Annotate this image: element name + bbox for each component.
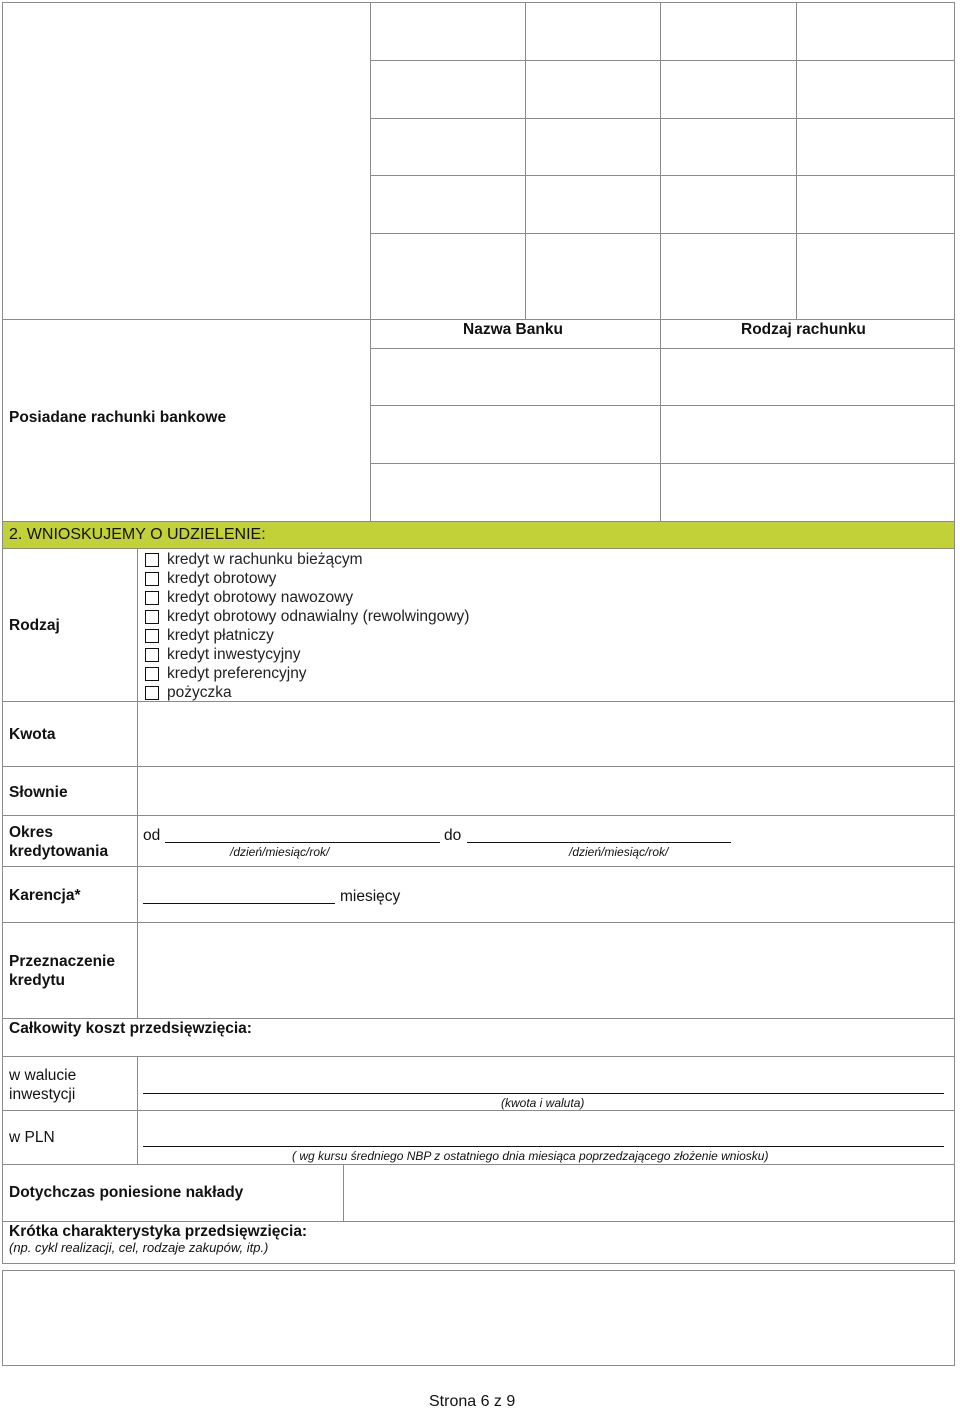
option-working-capital[interactable] — [145, 569, 276, 588]
kwota-field[interactable] — [138, 702, 954, 766]
charakterystyka-field[interactable] — [2, 1270, 955, 1366]
option-label: kredyt obrotowy nawozowy — [167, 588, 354, 606]
checkbox[interactable] — [145, 572, 159, 586]
top-table-divider — [796, 2, 797, 320]
top-table-row-line — [370, 233, 955, 234]
option-payment-credit[interactable] — [145, 626, 274, 645]
accounts-row-line — [370, 405, 955, 406]
option-label: kredyt obrotowy — [167, 569, 277, 587]
accounts-row-line — [370, 463, 955, 464]
row-line — [2, 1056, 955, 1057]
do-date-hint: /dzień/miesiąc/rok/ — [569, 845, 669, 859]
waluta-field[interactable] — [143, 1093, 944, 1094]
okres-label-line1: Okres — [9, 824, 53, 841]
karencja-field[interactable] — [143, 903, 335, 904]
rodzaj-label: Rodzaj — [9, 617, 60, 634]
miesiecy-label: miesięcy — [340, 888, 401, 905]
option-revolving-credit[interactable] — [145, 607, 469, 626]
top-table — [2, 2, 955, 320]
accounts-divider — [660, 319, 661, 522]
pln-hint: ( wg kursu średniego NBP z ostatniego dnia miesiąca poprzedzającego złożenie wniosku) — [292, 1149, 769, 1163]
kwota-label: Kwota — [9, 726, 56, 743]
przeznaczenie-label-line2: kredytu — [9, 972, 65, 989]
waluta-hint: (kwota i waluta) — [501, 1096, 585, 1110]
top-table-divider — [525, 2, 526, 320]
row-line — [2, 1110, 955, 1111]
checkbox[interactable] — [145, 629, 159, 643]
col-account-type-header: Rodzaj rachunku — [741, 321, 866, 338]
waluta-label-line1: w walucie — [9, 1067, 77, 1084]
checkbox[interactable] — [145, 667, 159, 681]
od-label: od — [143, 827, 161, 844]
option-label: kredyt płatniczy — [167, 626, 274, 644]
checkbox[interactable] — [145, 648, 159, 662]
pln-field[interactable] — [143, 1146, 944, 1147]
od-date-hint: /dzień/miesiąc/rok/ — [230, 845, 330, 859]
option-investment-credit[interactable] — [145, 645, 301, 664]
option-overdraft[interactable] — [145, 550, 363, 569]
slownie-label: Słownie — [9, 784, 68, 801]
row-line — [2, 866, 955, 867]
koszt-label: Całkowity koszt przedsięwzięcia: — [9, 1020, 252, 1037]
charakterystyka-hint: (np. cykl realizacji, cel, rodzaje zakupów, itp.) — [9, 1240, 269, 1255]
rodzaj-divider — [137, 548, 138, 702]
przeznaczenie-label-line1: Przeznaczenie — [9, 953, 115, 970]
charakterystyka-label: Krótka charakterystyka przedsięwzięcia: — [9, 1223, 308, 1240]
accounts-row-line — [370, 348, 955, 349]
slownie-field[interactable] — [138, 767, 954, 815]
page-number: Strona 6 z 9 — [429, 1393, 516, 1410]
option-label: kredyt inwestycyjny — [167, 645, 301, 663]
row-line — [2, 815, 955, 816]
col-bank-name-header: Nazwa Banku — [463, 321, 563, 338]
top-table-row-line — [370, 60, 955, 61]
top-table-divider — [370, 2, 371, 320]
checkbox[interactable] — [145, 610, 159, 624]
waluta-label-line2: inwestycji — [9, 1086, 76, 1103]
do-label: do — [444, 827, 462, 844]
option-preferential-credit[interactable] — [145, 664, 307, 683]
przeznaczenie-field[interactable] — [138, 923, 954, 1017]
section2-header: 2. WNIOSKUJEMY O UDZIELENIE: — [9, 526, 266, 543]
naklady-field[interactable] — [344, 1165, 954, 1220]
accounts-label: Posiadane rachunki bankowe — [9, 409, 227, 426]
top-table-divider — [660, 2, 661, 320]
option-label: pożyczka — [167, 683, 232, 701]
accounts-divider — [370, 319, 371, 522]
checkbox[interactable] — [145, 553, 159, 567]
checkbox[interactable] — [145, 591, 159, 605]
naklady-label: Dotychczas poniesione nakłady — [9, 1184, 244, 1201]
okres-label-line2: kredytowania — [9, 843, 109, 860]
top-table-row-line — [370, 118, 955, 119]
od-date-field[interactable] — [165, 842, 440, 843]
option-label: kredyt obrotowy odnawialny (rewolwingowy) — [167, 607, 470, 625]
pln-label: w PLN — [9, 1129, 55, 1146]
checkbox[interactable] — [145, 686, 159, 700]
top-table-row-line — [370, 175, 955, 176]
option-label: kredyt preferencyjny — [167, 664, 307, 682]
option-loan[interactable] — [145, 683, 232, 702]
do-date-field[interactable] — [467, 842, 731, 843]
karencja-label: Karencja* — [9, 887, 81, 904]
option-fertilizer-credit[interactable] — [145, 588, 353, 607]
option-label: kredyt w rachunku bieżącym — [167, 550, 363, 568]
